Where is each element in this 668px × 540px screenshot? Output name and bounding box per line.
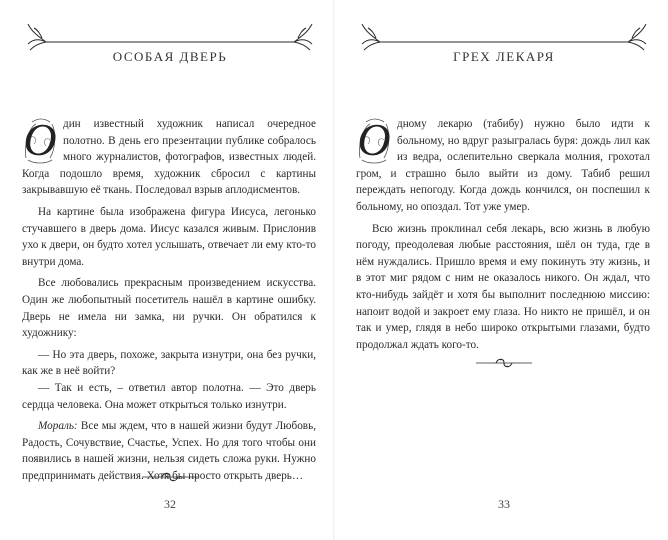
page-number: 33 (498, 497, 510, 511)
header-flourish-ornament (20, 18, 320, 52)
dialogue-line: — Но эта дверь, похоже, закрыта изнутри, она без ручки, как же в неё войти? (22, 348, 316, 378)
paragraph: О дин известный художник написал очередное полотно. В день его презентации публике собралось много журналистов, фотографов, известных людей. Когда подошло время, художник сбросил с картины закрывавшую её ткань. Последовал взрыв аплодисментов. (22, 114, 316, 197)
left-body-text (22, 116, 316, 489)
divider-flourish-ornament (140, 470, 200, 484)
right-body-text (356, 116, 650, 358)
moral-label: Мораль: (38, 420, 78, 433)
running-head: ОСОБАЯ ДВЕРЬ (112, 49, 228, 64)
paragraph: О дному лекарю (табибу) нужно было идти к больному, но вдруг разыгралась буря: дождь лил как из ведра, ослепительно сверкала молния, грохотал гром, и страшно было выйти из дому. Табиб решил переждать непогоду. Когда дождь кончился, он поспешил к больному, но опоздал. Тот уже умер. (356, 114, 650, 213)
header-flourish-ornament (354, 18, 654, 52)
paragraph: Всю жизнь проклинал себя лекарь, всю жизнь в любую погоду, преодолевая любые расстояния, шёл он туда, где в нём нуждались. Пришло время и ему покинуть эту жизнь, и в этот миг рядом с ним не оказалось никого. Он ждал, что кто-нибудь зайдёт и хотя бы выполнит последнюю миссию: напоит водой и закроет ему глаза. Но никто не пришёл, и он так и умер, глядя в небо широко открытыми глазами, будто продолжал ждать кого-то. (356, 222, 650, 351)
paragraph: Все любовались прекрасным произведением искусства. Один же любопытный посетитель нашёл в картине ошибку. Дверь не имела ни замка, ни ручки. Он обратился к художнику: (22, 277, 316, 340)
divider-flourish-ornament (474, 356, 534, 370)
book-gutter (333, 0, 335, 540)
left-page (20, 0, 320, 540)
paragraph: На картине была изображена фигура Иисуса, легонько стучавшего в дверь дома. Иисус казался живым. Прислонив ухо к двери, он будто хотел услышать, отвечает ли ему кто-то внутри дома. (22, 205, 316, 268)
decorative-dropcap: О (23, 114, 57, 165)
dialogue-line: — Так и есть, – ответил автор полотна. — Это дверь сердца человека. Она может открыться только изнутри. (22, 381, 316, 411)
moral-text: Все мы ждем, что в нашей жизни будут Любовь, Радость, Сочувствие, Счастье, Успех. Но для того чтобы они появились в нашей жизни, нельзя сидеть сложа руки. Нужно предпринимать действия. Хотя бы просто открыть дверь… (22, 420, 316, 482)
right-page (354, 0, 654, 540)
page-number: 32 (164, 497, 176, 511)
running-head: ГРЕХ ЛЕКАРЯ (453, 49, 555, 64)
decorative-dropcap: О (357, 114, 391, 165)
